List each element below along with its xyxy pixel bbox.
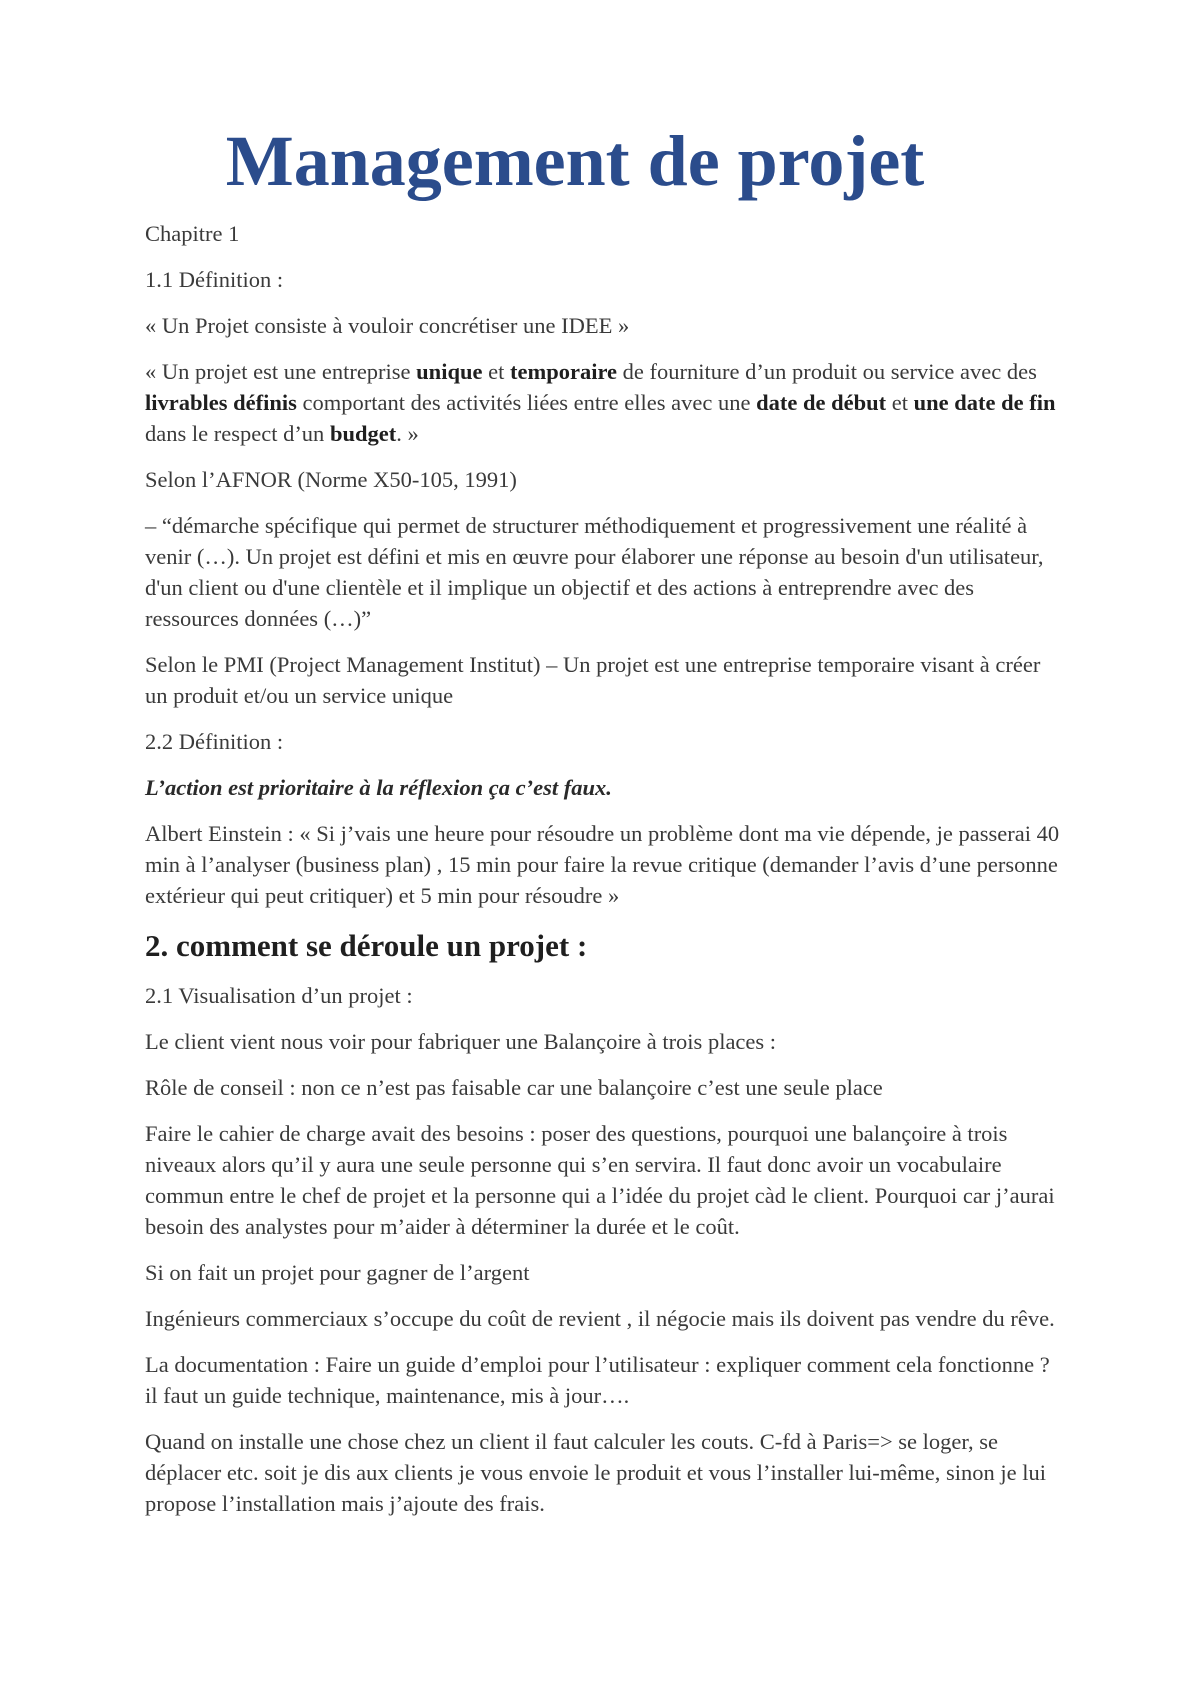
definition-heading-2-2: 2.2 Définition : <box>145 729 284 754</box>
role-paragraph: Rôle de conseil : non ce n’est pas faisable car une balançoire c’est une seule place <box>145 1075 883 1100</box>
text-run: et <box>886 390 914 415</box>
afnor-quote: – “démarche spécifique qui permet de structurer méthodiquement et progressivement une réalité à venir (…). Un projet est défini et mis en œuvre pour élaborer une réponse au besoin d'un utilisateur, d'un client ou d'une clientèle et il implique un objectif et des actions à entreprendre avec des ressources données (…)” <box>145 513 1044 631</box>
bold-term-unique: unique <box>416 359 483 384</box>
definition-heading-1-1: 1.1 Définition : <box>145 267 284 292</box>
text-run: de fourniture d’un produit ou service avec des <box>617 359 1037 384</box>
bold-term-date-fin: une date de fin <box>913 390 1056 415</box>
bold-term-date-debut: date de début <box>756 390 887 415</box>
document-page <box>145 118 1065 1534</box>
page-title: Management de projet <box>225 121 925 201</box>
text-run: « Un projet est une entreprise <box>145 359 417 384</box>
project-definition-paragraph <box>145 356 1065 449</box>
pmi-definition: Selon le PMI (Project Management Institut) – Un projet est une entreprise temporaire visant à créer un produit et/ou un service unique <box>145 652 1041 708</box>
bold-term-livrables: livrables définis <box>145 390 297 415</box>
text-run: . » <box>396 421 419 446</box>
afnor-reference: Selon l’AFNOR (Norme X50-105, 1991) <box>145 467 517 492</box>
installation-paragraph: Quand on installe une chose chez un client il faut calculer les couts. C-fd à Paris=> se loger, se déplacer etc. soit je dis aux clients je vous envoie le produit et vous l’installer lui-même, sinon je lui propose l’installation mais j’ajoute des frais. <box>145 1429 1047 1516</box>
ingenieurs-paragraph: Ingénieurs commerciaux s’occupe du coût de revient , il négocie mais ils doivent pas vendre du rêve. <box>145 1306 1055 1331</box>
text-run: et <box>482 359 510 384</box>
idee-quote: « Un Projet consiste à vouloir concrétiser une IDEE » <box>145 313 630 338</box>
text-run: dans le respect d’un <box>145 421 330 446</box>
documentation-paragraph: La documentation : Faire un guide d’emploi pour l’utilisateur : expliquer comment cela fonctionne ? il faut un guide technique, maintenance, mis à jour…. <box>145 1352 1050 1408</box>
bold-term-budget: budget <box>329 421 397 446</box>
einstein-quote: Albert Einstein : « Si j’vais une heure pour résoudre un problème dont ma vie dépende, je passerai 40 min à l’analyser (business plan) , 15 min pour faire la revue critique (demander l’avis d’une personne extérieur qui peut critiquer) et 5 min pour résoudre » <box>145 821 1060 908</box>
visualisation-heading: 2.1 Visualisation d’un projet : <box>145 983 413 1008</box>
argent-paragraph: Si on fait un projet pour gagner de l’argent <box>145 1260 530 1285</box>
text-run: comportant des activités liées entre elles avec une <box>296 390 757 415</box>
cahier-paragraph: Faire le cahier de charge avait des besoins : poser des questions, pourquoi une balançoire à trois niveaux alors qu’il y aura une seule personne qui s’en servira. Il faut donc avoir un vocabulaire commun entre le chef de projet et la personne qui a l’idée du projet càd le client. Pourquoi car j’aurai besoin des analystes pour m’aider à déterminer la durée et le coût. <box>145 1121 1055 1239</box>
action-statement: L’action est prioritaire à la réflexion ça c’est faux. <box>145 775 612 800</box>
bold-term-temporaire: temporaire <box>509 359 618 384</box>
section-2-heading: 2. comment se déroule un projet : <box>145 928 588 963</box>
client-paragraph: Le client vient nous voir pour fabriquer une Balançoire à trois places : <box>145 1029 777 1054</box>
chapter-label: Chapitre 1 <box>145 221 240 246</box>
